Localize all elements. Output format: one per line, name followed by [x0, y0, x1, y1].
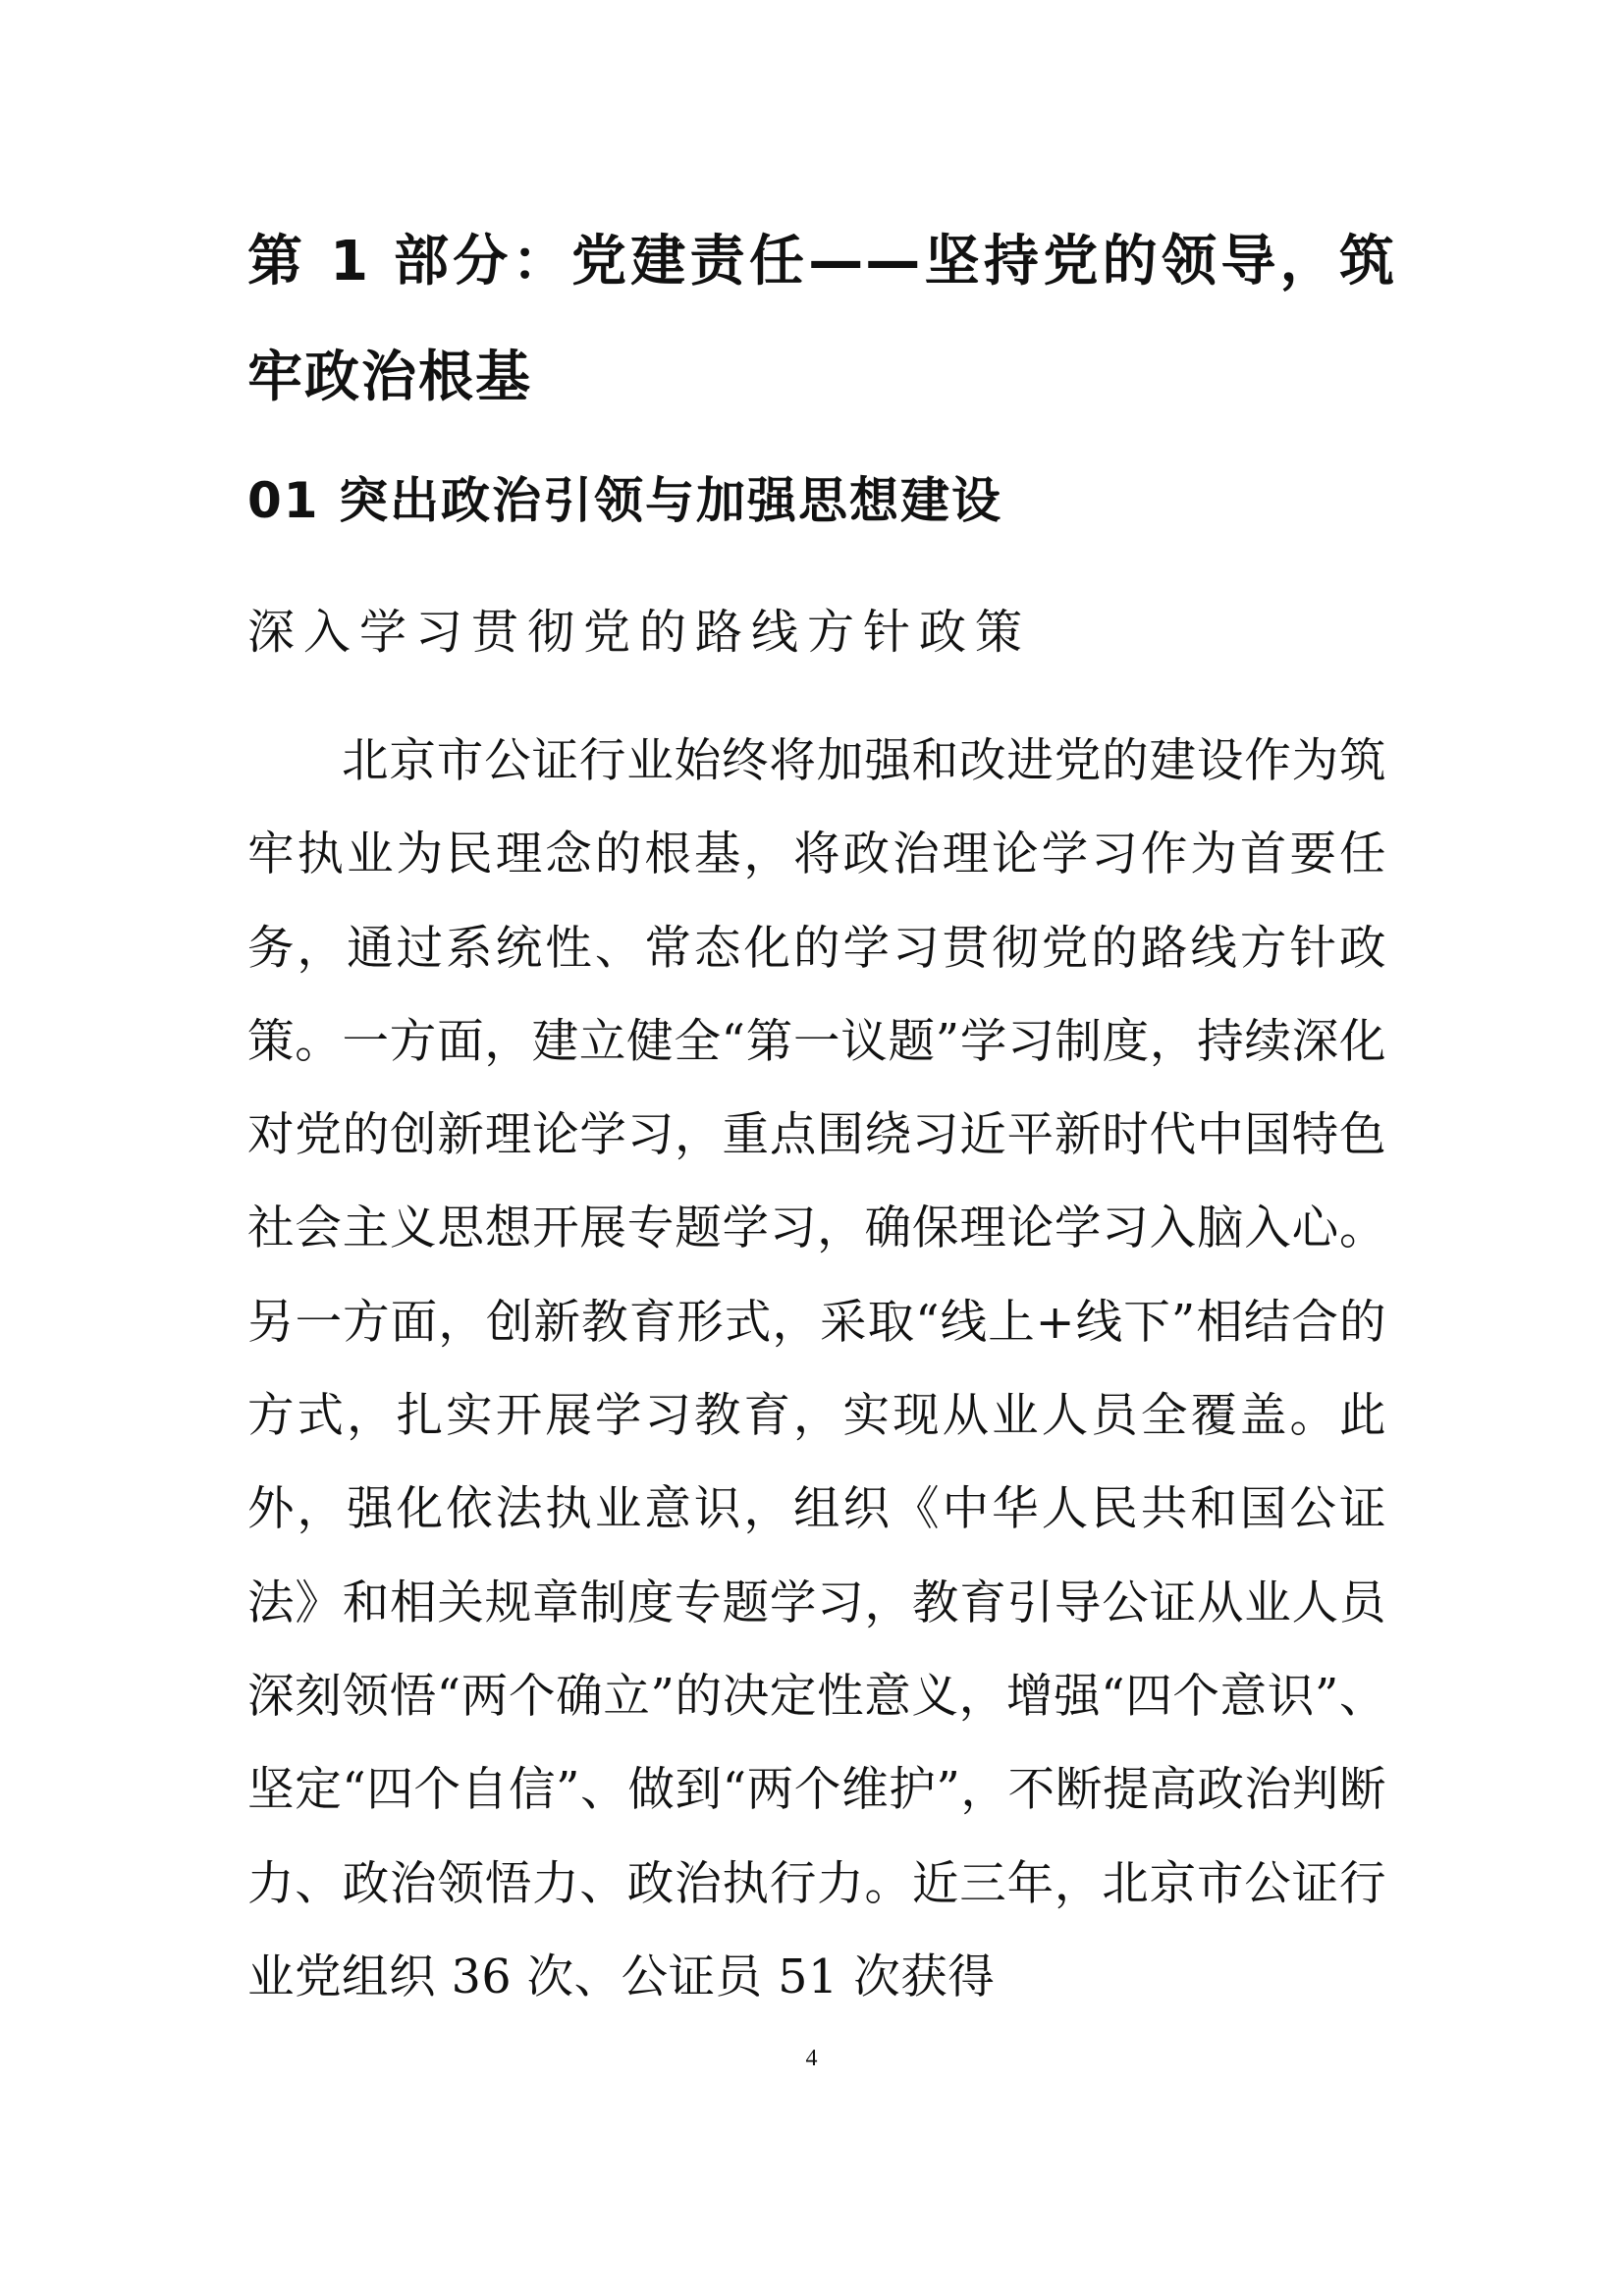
part-title: 第 1 部分：党建责任——坚持党的领导，筑牢政治根基	[247, 230, 1396, 409]
page-number: 4	[805, 2046, 818, 2071]
subsection-title: 深入学习贯彻党的路线方针政策	[247, 605, 1032, 660]
body-paragraph: 北京市公证行业始终将加强和改进党的建设作为筑牢执业为民理念的根基，将政治理论学习作为首要任务，通过系统性、常态化的学习贯彻党的路线方针政策。一方面，建立健全“第一议题”学习制度，持续深化对党的创新理论学习，重点围绕习近平新时代中国特色社会主义思想开展专题学习，确保理论学习入脑入心。另一方面，创新教育形式，采取“线上+线下”相结合的方式，扎实开展学习教育，实现从业人员全覆盖。此外，强化依法执业意识，组织《中华人民共和国公证法》和相关规章制度专题学习，教育引导公证从业人员深刻领悟“两个确立”的决定性意义，增强“四个意识”、坚定“四个自信”、做到“两个维护”，不断提高政治判断力、政治领悟力、政治执行力。近三年，北京市公证行业党组织 36 次、公证员 51 次获得	[247, 734, 1386, 2004]
section-title: 01 突出政治引领与加强思想建设	[247, 472, 1002, 529]
